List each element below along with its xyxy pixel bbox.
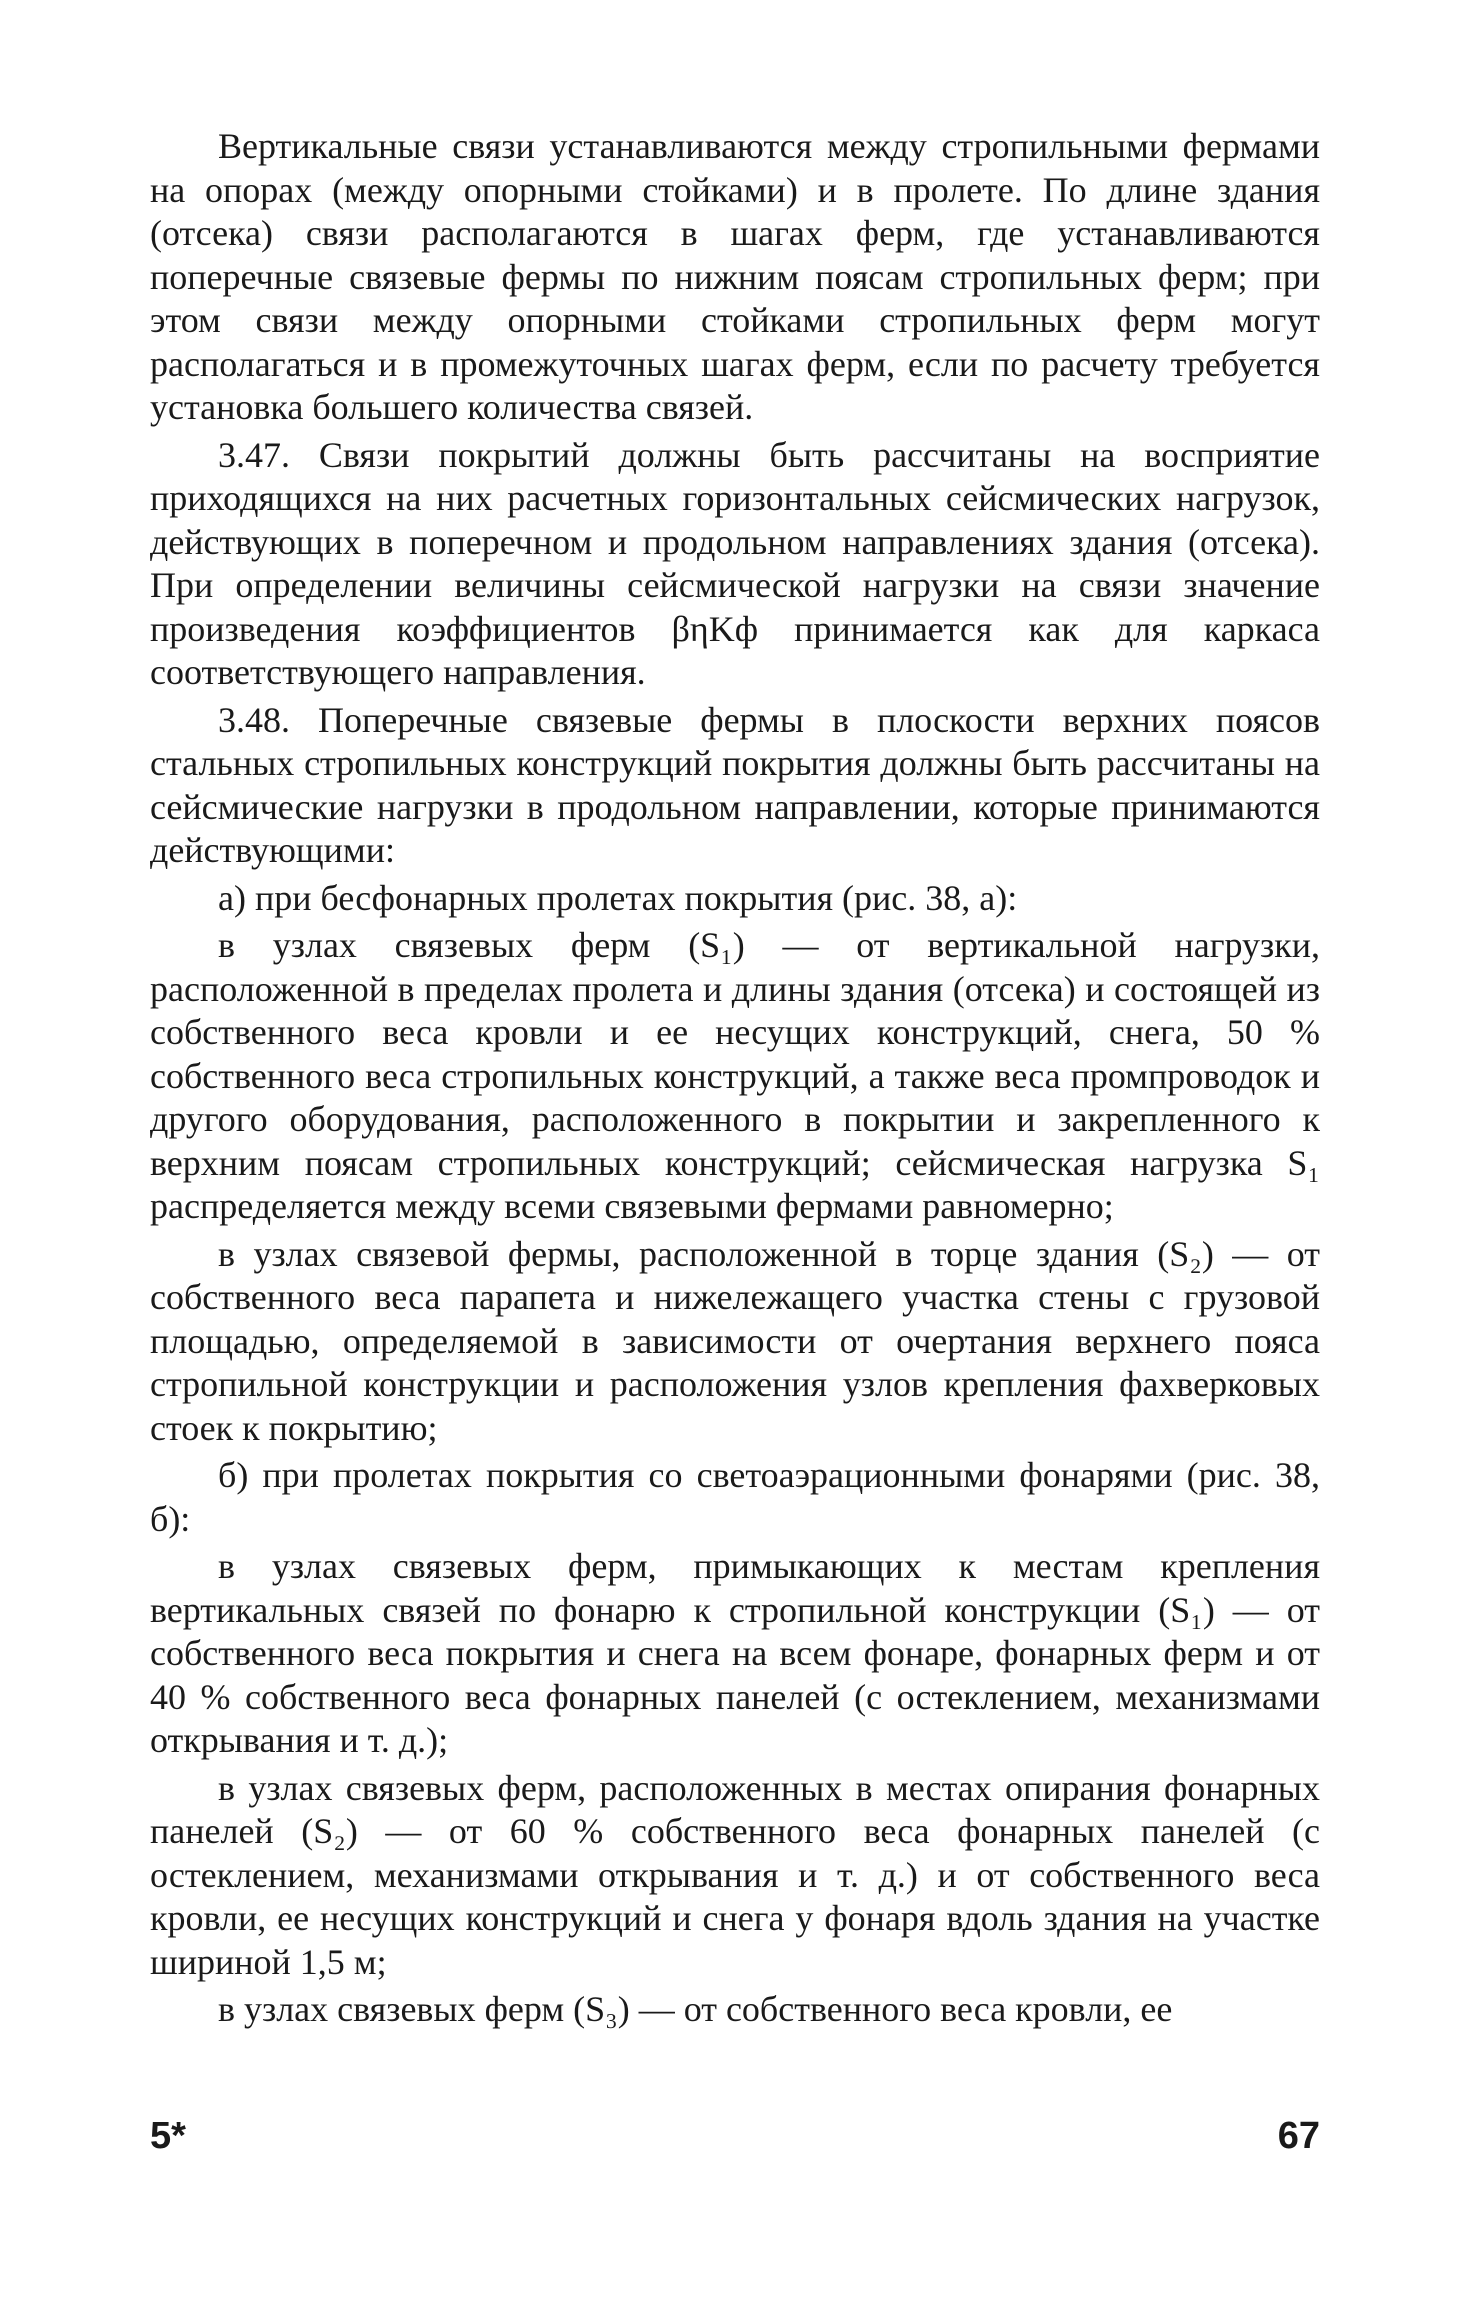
paragraph-s1-flat-roof: в узлах связевых ферм (S₁) — от вертикальной нагрузки, расположенной в пределах пролета и длины здания (отсека) и состоящей из собственного веса кровли и ее несущих конструкций, снега, 50 % собственного веса стропильных конструкций, а также веса промпроводок и другого оборудования, расположенного в покрытии и закрепленного к верхним поясам стропильных конструкций; сейсмическая нагрузка S₁ распределяется между всеми связевыми фермами равномерно; [150,925,1320,1226]
paragraph-3-47: 3.47. Связи покрытий должны быть рассчитаны на восприятие приходящихся на них расчетных горизонтальных сейсмических нагрузок, действующих в поперечном и продольном направлениях здания (отсека). При определении величины сейсмической нагрузки на связи значение произведения коэффициентов βηKф принимается как для каркаса соответствующего направления. [150,434,1320,692]
list-item-a: а) при бесфонарных пролетах покрытия (рис. 38, а): [218,877,1018,918]
paragraph-s1-lantern: в узлах связевых ферм, примыкающих к местам крепления вертикальных связей по фонарю к стропильной конструкции (S₁) — от собственного веса покрытия и снега на всем фонаре, фонарных ферм и от 40 % собственного веса фонарных панелей (с остеклением, механизмами открывания и т. д.); [150,1546,1320,1760]
paragraph-vertical-bracing: Вертикальные связи устанавливаются между стропильными фермами на опорах (между опорными стойками) и в пролете. По длине здания (отсека) связи располагаются в шагах ферм, где устанавливаются поперечные связевые фермы по нижним поясам стропильных ферм; при этом связи между опорными стойками стропильных ферм могут располагаться и в промежуточных шагах ферм, если по расчету требуется установка большего количества связей. [150,126,1320,427]
list-item-b: б) при пролетах покрытия со светоаэрационными фонарями (рис. 38, б): [150,1455,1320,1539]
paragraph-s2-lantern-panels: в узлах связевых ферм, расположенных в местах опирания фонарных панелей (S₂) — от 60 % собственного веса фонарных панелей (с остеклением, механизмами открывания и т. д.) и от собственного веса кровли, ее несущих конструкций и снега у фонаря вдоль здания на участке шириной 1,5 м; [150,1767,1320,1982]
signature-mark: 5* [150,2115,186,2157]
page-footer [150,2115,1320,2165]
paragraph-3-48: 3.48. Поперечные связевые фермы в плоскости верхних поясов стальных стропильных конструкций покрытия должны быть рассчитаны на сейсмические нагрузки в продольном направлении, которые принимаются действующими: [150,699,1320,870]
page-number: 67 [1277,2115,1320,2157]
paragraph-s2-end-wall: в узлах связевой фермы, расположенной в торце здания (S₂) — от собственного веса парапета и нижележащего участка стены с грузовой площадью, определяемой в зависимости от очертания верхнего пояса стропильной конструкции и расположения узлов крепления фахверковых стоек к покрытию; [150,1233,1320,1448]
paragraph-s3-roof: в узлах связевых ферм (S₃) — от собственного веса кровли, ее [218,1989,1173,2029]
page-body [150,125,1320,2032]
